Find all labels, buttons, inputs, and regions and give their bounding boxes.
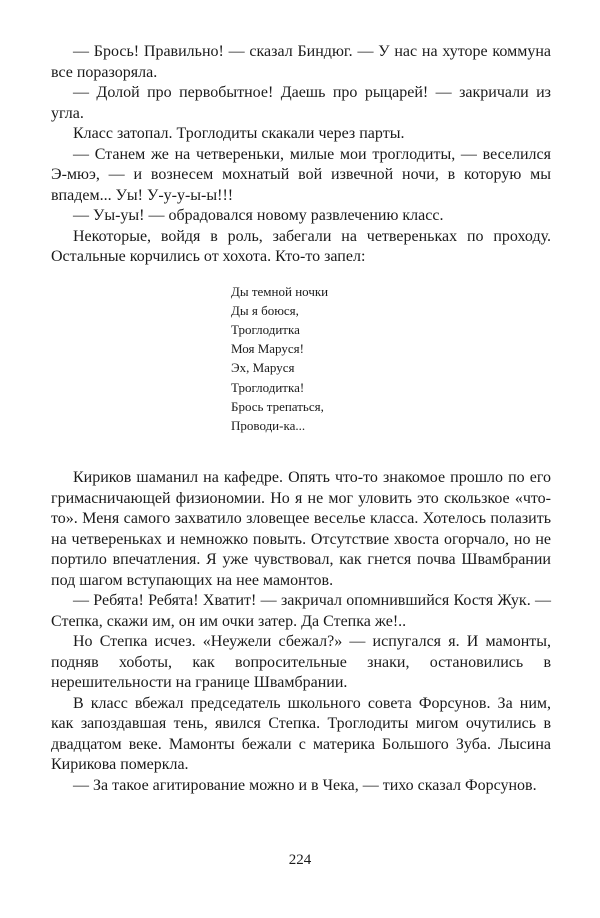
paragraph: — Долой про первобытное! Даешь про рыцарей! — закричали из угла.: [51, 84, 551, 122]
bottom-text-block: [51, 468, 551, 796]
paragraph: Кириков шаманил на кафедре. Опять что-то знакомое прошло по его гримасничающей физиономии. Но я не мог уловить это скользкое «что-то». Меня самого захватило зловещее веселье класса. Хотелось полазить на четвереньках и немножко повыть. Отсутствие хвоста огорчало, но не портило впечатления. Я уже чувствовал, как гнется почва Швамбрании под шагом вступающих на нее мамонтов.: [51, 469, 551, 589]
poem-verse: [231, 282, 551, 436]
poem-line: Моя Маруся!: [231, 341, 304, 357]
top-text-block: [51, 42, 551, 268]
paragraph: — За такое агитирование можно и в Чека, — тихо сказал Форсунов.: [73, 776, 537, 794]
paragraph: Класс затопал. Троглодиты скакали через парты.: [73, 125, 405, 142]
poem-line: Ды я боюся,: [231, 302, 299, 318]
paragraph: — Ребята! Ребята! Хватит! — закричал опомнившийся Костя Жук. — Степка, скажи им, он им очки затер. Да Степка же!..: [51, 592, 551, 630]
paragraph: В класс вбежал председатель школьного совета Форсунов. За ним, как запоздавшая тень, явился Степка. Троглодиты мигом очутились в двадцатом веке. Мамонты бежали с материка Большого Зуба. Лысина Кирикова померкла.: [51, 694, 551, 774]
paragraph: — Станем же на четвереньки, милые мои троглодиты, — веселился Э-мюэ, — и вознесем мохнатый вой извечной ночи, в которую мы впадем... Уы! У-у-у-ы-ы!!!: [51, 145, 551, 204]
poem-line: Проводи-ка...: [231, 417, 306, 433]
paragraph: — Брось! Правильно! — сказал Биндюг. — У нас на хуторе коммуна все поразоряла.: [51, 43, 551, 81]
poem-line: Троглодитка: [231, 321, 300, 337]
poem-line: Троглодитка!: [231, 379, 305, 395]
paragraph: — Уы-уы! — обрадовался новому развлечению класс.: [73, 207, 444, 224]
paragraph: Но Степка исчез. «Неужели сбежал?» — испугался я. И мамонты, подняв хоботы, как вопросительные знаки, остановились в нерешительности на границе Швамбрании.: [51, 633, 551, 692]
poem-line: Эх, Маруся: [231, 360, 295, 376]
paragraph: Некоторые, войдя в роль, забегали на четвереньках по проходу. Остальные корчились от хохота. Кто-то запел:: [51, 227, 551, 265]
page-number: 224: [288, 852, 312, 868]
poem-line: Ды темной ночки: [231, 283, 329, 299]
section-gap: [51, 435, 551, 468]
page-body: [51, 42, 551, 796]
poem-line: Брось трепаться,: [231, 398, 324, 414]
